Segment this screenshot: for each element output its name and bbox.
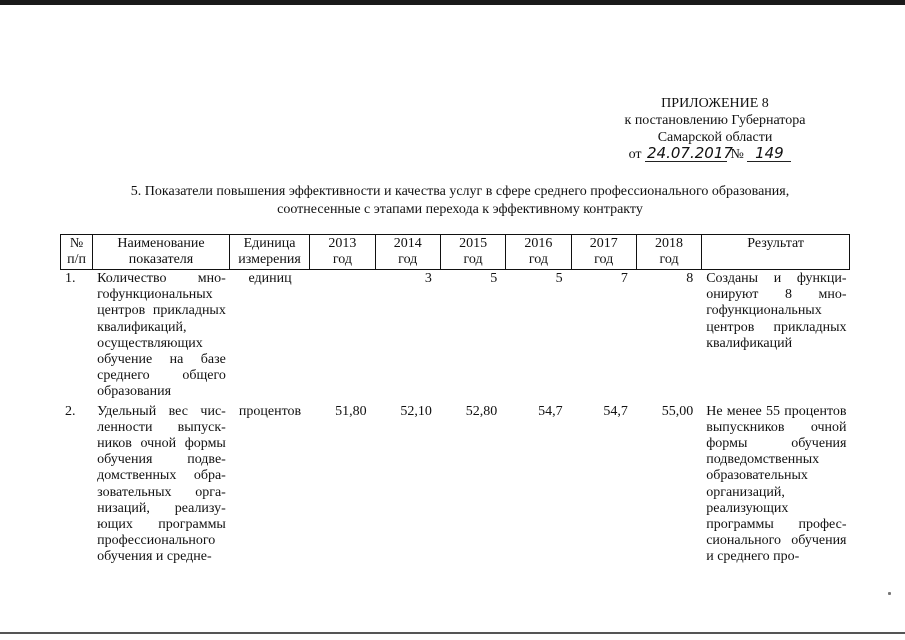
table-row: [61, 270, 850, 403]
row-indicator-name: Количество многофункциональных центров прикладных квалификаций, осуществляющих обучение на базе среднего общего образования: [97, 271, 226, 400]
section-title-line-1: 5. Показатели повышения эффективности и качества услуг в сфере среднего профессионального образования,: [130, 184, 790, 199]
scan-top-edge: [0, 0, 905, 5]
row-value-2015: 52,80: [465, 403, 498, 419]
header-2016: 2016 год: [506, 235, 571, 270]
header-2014: 2014 год: [375, 235, 440, 270]
row-value-2014: 3: [424, 271, 432, 286]
header-2018: 2018 год: [636, 235, 701, 270]
header-result: Результат: [702, 235, 850, 270]
scan-speck: [888, 592, 891, 595]
row-value-2013: [310, 270, 375, 403]
header-unit: Единица измерения: [229, 235, 309, 270]
row-value-2016: 5: [555, 271, 563, 286]
row-indicator-name: Удельный вес численности выпускников очной формы обучения подведомственных образовательных организаций, реализующих программы профессионального обучения и средне-: [97, 403, 226, 565]
header-2013: 2013 год: [310, 235, 375, 270]
date-prefix: от: [628, 147, 642, 162]
appendix-line-2: Самарской области: [657, 130, 773, 145]
row-num: 1.: [65, 271, 76, 286]
indicators-table: [60, 234, 850, 568]
row-value-2016: 54,7: [538, 403, 563, 419]
row-value-2018: 55,00: [661, 403, 694, 419]
row-unit: единиц: [248, 271, 292, 286]
appendix-line-1: к постановлению Губернатора: [624, 113, 806, 128]
row-unit: процентов: [238, 403, 302, 419]
table-header-row: [61, 235, 850, 270]
header-num: № п/п: [61, 235, 93, 270]
appendix-title: ПРИЛОЖЕНИЕ 8: [661, 96, 769, 111]
appendix-date-line: [600, 146, 830, 163]
row-value-2017: 54,7: [603, 403, 628, 419]
row-value-2015: 5: [490, 271, 498, 286]
appendix-header: [600, 95, 830, 163]
row-value-2018: 8: [686, 271, 694, 286]
section-title: [30, 183, 890, 219]
table-row: [61, 403, 850, 568]
header-name: Наименование показателя: [93, 235, 230, 270]
row-value-2017: 7: [620, 271, 628, 286]
row-value-2013: 51,80: [335, 403, 367, 419]
section-title-line-2: соотнесенные с этапами перехода к эффективному контракту: [277, 202, 643, 217]
header-2017: 2017 год: [571, 235, 636, 270]
number-prefix: №: [730, 147, 744, 162]
header-2015: 2015 год: [440, 235, 505, 270]
row-value-2014: 52,10: [400, 403, 432, 419]
handwritten-date: 24.07.2017: [647, 144, 733, 162]
scan-bottom-edge: [0, 632, 905, 634]
row-num: 2.: [65, 403, 76, 419]
row-result: Не менее 55 процентов выпускников очной формы обучения подведомственных образовательных организаций, реализующих программы профессионального обучения и среднего про-: [706, 403, 847, 565]
row-result: Созданы и функционируют 8 многофункциональных центров прикладных квалификаций: [706, 271, 847, 351]
handwritten-number: 149: [747, 146, 791, 162]
